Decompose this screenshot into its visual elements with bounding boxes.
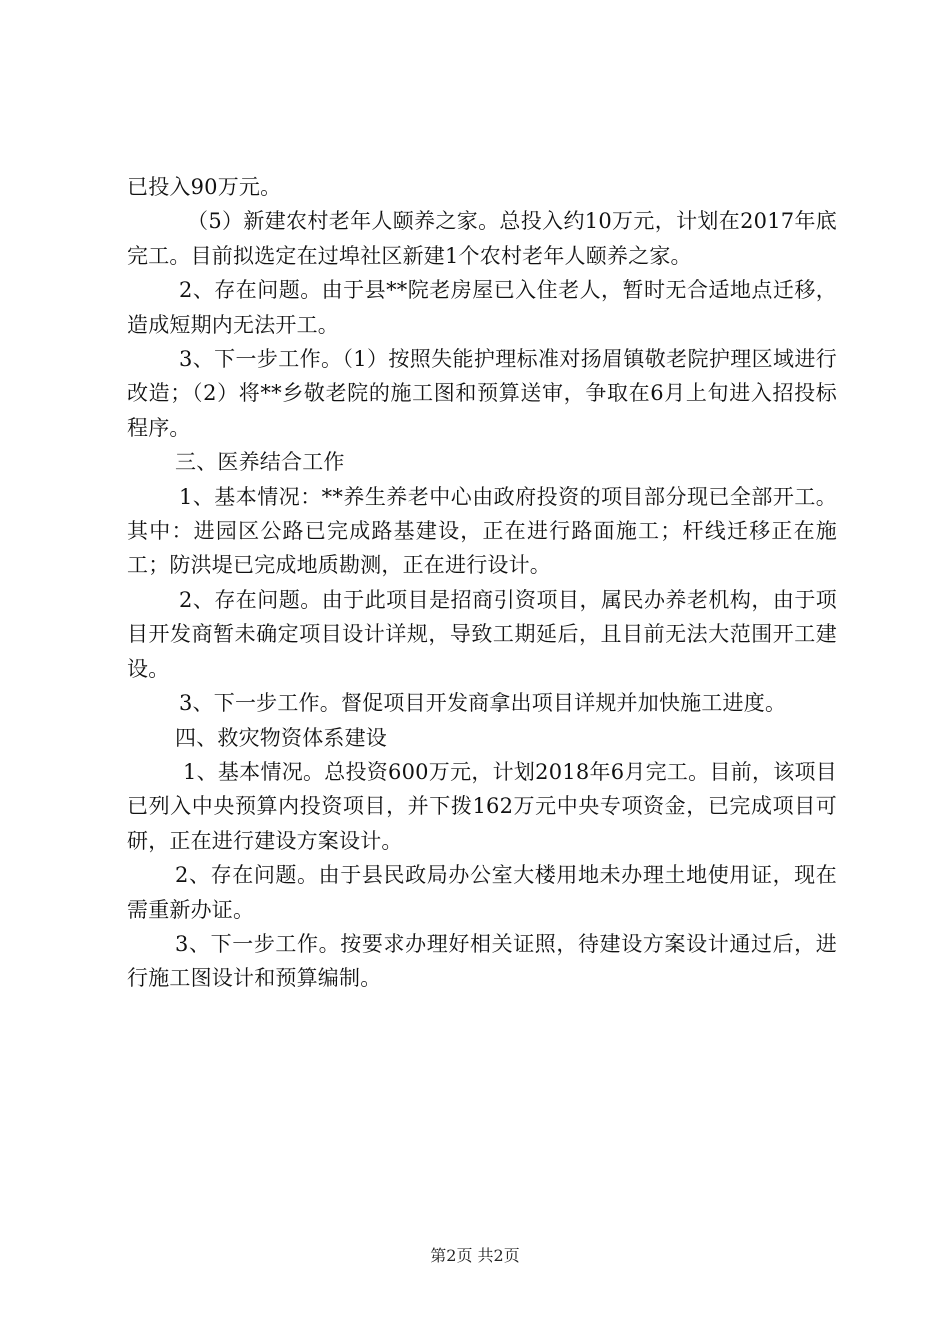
paragraph-next-steps-1: 3、下一步工作。（1）按照失能护理标准对扬眉镇敬老院护理区域进行改造；（2）将**乡敬老院的施工图和预算送审，争取在6月上旬进入招投标程序。 [127, 347, 837, 440]
document-body [127, 170, 837, 996]
paragraph-problems-4: 2、存在问题。由于县民政局办公室大楼用地未办理土地使用证，现在需重新办证。 [127, 863, 837, 922]
section-heading-3: 三、医养结合工作 [175, 450, 345, 475]
paragraph-problems-1: 2、存在问题。由于县**院老房屋已入住老人，暂时无合适地点迁移，造成短期内无法开工。 [127, 278, 837, 337]
paragraph-next-steps-3: 3、下一步工作。督促项目开发商拿出项目详规并加快施工进度。 [179, 691, 787, 716]
paragraph-problems-3: 2、存在问题。由于此项目是招商引资项目，属民办养老机构，由于项目开发商暂未确定项目设计详规，导致工期延后，且目前无法大范围开工建设。 [127, 587, 837, 681]
section-heading-4: 四、救灾物资体系建设 [175, 725, 387, 750]
paragraph-basic-info-3: 1、基本情况：**养生养老中心由政府投资的项目部分现已全部开工。其中：进园区公路已完成路基建设，正在进行路面施工；杆线迁移正在施工；防洪堤已完成地质勘测，正在进行设计。 [127, 484, 837, 578]
paragraph-next-steps-4: 3、下一步工作。按要求办理好相关证照，待建设方案设计通过后，进行施工图设计和预算编制。 [127, 931, 837, 991]
paragraph-basic-info-4: 1、基本情况。总投资600万元，计划2018年6月完工。目前，该项目已列入中央预算内投资项目，并下拨162万元中央专项资金，已完成项目可研，正在进行建设方案设计。 [127, 759, 837, 853]
paragraph-continuation: 已投入90万元。 [127, 175, 282, 199]
page-footer: 第2页 共2页 [430, 1246, 520, 1265]
paragraph-item-5: （5）新建农村老年人颐养之家。总投入约10万元，计划在2017年底完工。目前拟选定在过埠社区新建1个农村老年人颐养之家。 [127, 209, 837, 268]
